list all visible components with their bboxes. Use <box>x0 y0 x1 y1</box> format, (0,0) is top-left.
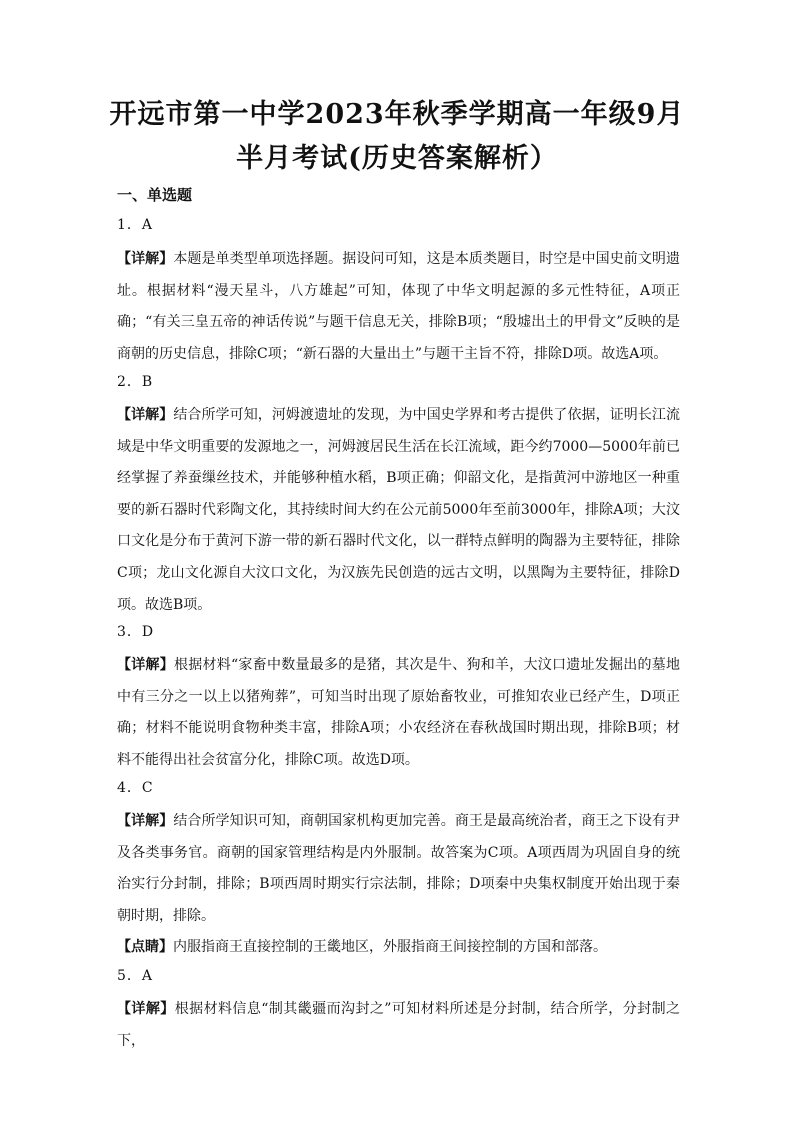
note-text: 内服指商王直接控制的王畿地区，外服指商王间接控制的方国和部落。 <box>173 939 607 955</box>
explanation-text: 根据材料信息“制其畿疆而沟封之”可知材料所述是分封制，结合所学，分封制之下， <box>117 1001 681 1049</box>
document-title-line-2: 半月考试(历史答案解析） <box>236 143 558 174</box>
explanation-2 <box>117 400 680 621</box>
explanation-1 <box>117 244 680 370</box>
detail-tag: 【详解】 <box>117 657 175 673</box>
detail-tag: 【详解】 <box>117 813 174 829</box>
answer-3: 3．D <box>117 624 155 640</box>
explanation-text: 结合所学知识可知，商朝国家机构更加完善。商王是最高统治者，商王之下设有尹及各类事务官。商朝的国家管理结构是内外服制。故答案为C项。A项西周为巩固自身的统治实行分封制，排除；B项西周时期实行宗法制，排除；D项秦中央集权制度开始出现于秦朝时期，排除。 <box>117 813 681 924</box>
explanation-text: 结合所学可知，河姆渡遗址的发现，为中国史学界和考古提供了依据，证明长江流域是中华文明重要的发源地之一，河姆渡居民生活在长江流域，距今约7000—5000年前已经掌握了养蚕缫丝技术，并能够种植水稻，B项正确；仰韶文化，是指黄河中游地区一种重要的新石器时代彩陶文化，其持续时间大约在公元前5000年至前3000年，排除A项；大汶口文化是分布于黄河下游一带的新石器时代文化，以一群特点鲜明的陶器为主要特征，排除C项；龙山文化源自大汶口文化，为汉族先民创造的远古文明，以黑陶为主要特征，排除D项。故选B项。 <box>117 407 681 613</box>
answer-4: 4．C <box>117 780 154 796</box>
explanation-4 <box>117 806 680 932</box>
explanation-5 <box>117 994 680 1057</box>
answer-2: 2．B <box>117 374 154 390</box>
detail-tag: 【详解】 <box>117 1001 175 1017</box>
document-title-line-1: 开远市第一中学2023年秋季学期高一年级9月 <box>109 99 685 130</box>
detail-tag: 【详解】 <box>117 251 174 267</box>
explanation-text: 根据材料“家畜中数量最多的是猪，其次是牛、狗和羊，大汶口遗址发掘出的墓地中有三分之一以上以猪殉葬”，可知当时出现了原始畜牧业，可推知农业已经产生，D项正确；材料不能说明食物种类丰富，排除A项；小农经济在春秋战国时期出现，排除B项；材料不能得出社会贫富分化，排除C项。故选D项。 <box>117 657 681 768</box>
answer-1: 1．A <box>117 217 154 233</box>
section-heading: 一、单选题 <box>117 186 193 204</box>
answer-5: 5．A <box>117 968 154 984</box>
explanation-text: 本题是单类型单项选择题。据设问可知，这是本质类题目，时空是中国史前文明遗址。根据材料“漫天星斗，八方雄起”可知，体现了中华文明起源的多元性特征，A项正确；“有关三皇五帝的神话传说”与题干信息无关，排除B项；“殷墟出土的甲骨文”反映的是商朝的历史信息，排除C项；“新石器的大量出土”与题干主旨不符，排除D项。故选A项。 <box>117 251 681 362</box>
detail-tag: 【详解】 <box>117 407 174 423</box>
note-4 <box>117 932 680 964</box>
note-tag: 【点睛】 <box>117 939 173 955</box>
explanation-3 <box>117 650 680 776</box>
